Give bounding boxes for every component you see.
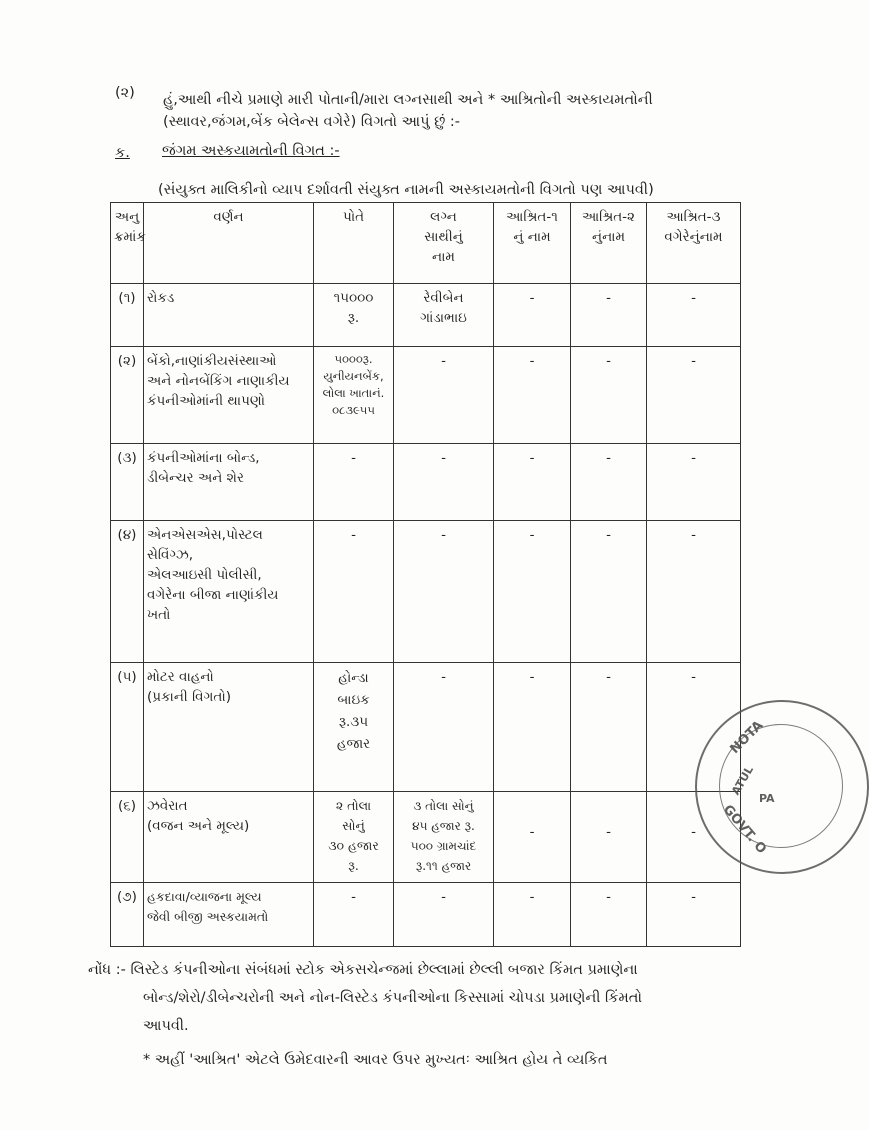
row-self-value: ૨ તોલા સોનું ૩૦ હજાર રૂ. xyxy=(314,792,394,883)
note-line-1: નોંધ :- લિસ્ટેડ કંપનીઓના સંબંધમાં સ્ટોક એકસચેન્જમાં છેલ્લામાં છેલ્લી બજાર કિંમત પ્રમાણેના xyxy=(88,962,638,978)
row-description: રોકડ xyxy=(144,283,314,346)
row-spouse-value: - xyxy=(394,520,494,662)
row-spouse-value: - xyxy=(394,443,494,520)
row-description: બેંકો,નાણાંકીયસંસ્થાઓ અને નોનબેંકિંગ નાણાકીય કંપનીઓમાંની થાપણો xyxy=(144,346,314,443)
row-dependent-3-value: - xyxy=(647,520,741,662)
row-description: એનએસએસ,પોસ્ટલ સેવિંગ્ઝ, એલઆઇસી પોલીસી, વગેરેના બીજા નાણાંકીય ખતો xyxy=(144,520,314,662)
row-description: ઝવેરાત (વજન અને મૂલ્ય) xyxy=(144,792,314,883)
note-line-3: આપવી. xyxy=(143,1018,189,1034)
row-dependent-3-value: - xyxy=(647,346,741,443)
notary-stamp xyxy=(695,700,869,874)
stamp-text-mid: PA xyxy=(759,792,775,805)
stamp-text-bottom: GOVT. O xyxy=(719,802,770,857)
row-number: (૧) xyxy=(111,283,144,346)
row-dependent-1-value: - xyxy=(494,346,571,443)
row-description: કંપનીઓમાંના બોન્ડ, ડીબેન્ચર અને શેર xyxy=(144,443,314,520)
note-line-2: બોન્ડ/શેરો/ડીબેન્ચરોની અને નોન-લિસ્ટેડ કંપનીઓના કિસ્સામાં ચોપડા પ્રમાણેની કિંમતો xyxy=(143,990,642,1006)
row-dependent-1-value: - xyxy=(494,883,571,947)
table-row xyxy=(111,792,741,883)
row-dependent-1-value: - xyxy=(494,520,571,662)
row-self-value: - xyxy=(314,443,394,520)
row-spouse-value: - xyxy=(394,883,494,947)
col-header-dependent-2: આશ્રિત-૨ નુંનામ xyxy=(571,203,647,284)
row-dependent-3-value: - xyxy=(647,662,741,792)
intro-number: (૨) xyxy=(115,85,135,101)
row-number: (૨) xyxy=(111,346,144,443)
section-title: જંગમ અસ્કયામતોની વિગત :- xyxy=(162,143,340,159)
row-spouse-value: રેવીબેન ગાંડાભાઇ xyxy=(394,283,494,346)
row-description: હકદાવા/વ્યાજના મૂલ્ય જેવી બીજી અસ્કયામતો xyxy=(144,883,314,947)
table-row xyxy=(111,443,741,520)
stamp-text-left: ATUL xyxy=(729,763,756,798)
row-dependent-3-value: - xyxy=(647,283,741,346)
row-dependent-3-value: - xyxy=(647,883,741,947)
row-number: (૪) xyxy=(111,520,144,662)
table-row xyxy=(111,283,741,346)
col-header-description: વર્ણન xyxy=(144,203,314,284)
row-dependent-1-value: - xyxy=(494,443,571,520)
row-self-value: ૫૦૦૦રૂ. યુનીયનબેંક, લોલા ખાતાનં. ૦૮૩૯૫૫ xyxy=(314,346,394,443)
row-dependent-3-value: - xyxy=(647,443,741,520)
row-self-value: - xyxy=(314,520,394,662)
intro-line-2: (સ્થાવર,જંગમ,બેંક બેલેન્સ વગેરે) વિગતો આપું છું :- xyxy=(163,114,461,130)
footnote: * અહીં 'આશ્રિત' એટલે ઉમેદવારની આવર ઉપર મુખ્યતઃ આશ્રિત હોય તે વ્યકિત xyxy=(143,1052,608,1068)
col-header-self: પોતે xyxy=(314,203,394,284)
col-header-spouse: લગ્ન સાથીનું નામ xyxy=(394,203,494,284)
row-number: (૬) xyxy=(111,792,144,883)
row-spouse-value: - xyxy=(394,662,494,792)
intro-line-1: હું,આથી નીચે પ્રમાણે મારી પોતાની/મારા લગ્નસાથી અને * આશ્રિતોની અસ્કાયમતોની xyxy=(163,92,653,108)
assets-table xyxy=(110,202,741,947)
row-self-value: - xyxy=(314,883,394,947)
row-dependent-2-value: - xyxy=(571,792,647,883)
table-row xyxy=(111,662,741,792)
stamp-text-top: NOTA xyxy=(727,718,767,757)
row-number: (૩) xyxy=(111,443,144,520)
table-row xyxy=(111,883,741,947)
row-dependent-1-value: - xyxy=(494,283,571,346)
row-spouse-value: - xyxy=(394,346,494,443)
row-spouse-value: ૩ તોલા સોનું ૪૫ હજાર રૂ. ૫૦૦ ગ્રામચાંદ રૂ.૧૧ હજાર xyxy=(394,792,494,883)
table-row xyxy=(111,520,741,662)
table-header-row xyxy=(111,203,741,284)
row-number: (૫) xyxy=(111,662,144,792)
col-header-serial: અનુ ક્રમાંક xyxy=(111,203,144,284)
row-dependent-2-value: - xyxy=(571,883,647,947)
col-header-dependent-3: આશ્રિત-૩ વગેરેનુંનામ xyxy=(647,203,741,284)
row-dependent-2-value: - xyxy=(571,520,647,662)
section-subtitle: (સંયુક્ત માલિકીનો વ્યાપ દર્શાવતી સંયુક્ત નામની અસ્કાયમતોની વિગતો પણ આપવી) xyxy=(158,182,654,198)
row-description: મોટર વાહનો (પ્રકાની વિગતો) xyxy=(144,662,314,792)
row-dependent-1-value: - xyxy=(494,792,571,883)
row-self-value: ૧૫૦૦૦ રૂ. xyxy=(314,283,394,346)
table-row xyxy=(111,346,741,443)
row-dependent-2-value: - xyxy=(571,662,647,792)
row-dependent-2-value: - xyxy=(571,443,647,520)
row-dependent-2-value: - xyxy=(571,346,647,443)
col-header-dependent-1: આશ્રિત-૧ નું નામ xyxy=(494,203,571,284)
row-dependent-1-value: - xyxy=(494,662,571,792)
row-dependent-3-value: - xyxy=(647,792,741,883)
row-dependent-2-value: - xyxy=(571,283,647,346)
row-self-value: હોન્ડા બાઇક રૂ.૩૫ હજાર xyxy=(314,662,394,792)
row-number: (૭) xyxy=(111,883,144,947)
section-label: ક. xyxy=(115,145,130,161)
